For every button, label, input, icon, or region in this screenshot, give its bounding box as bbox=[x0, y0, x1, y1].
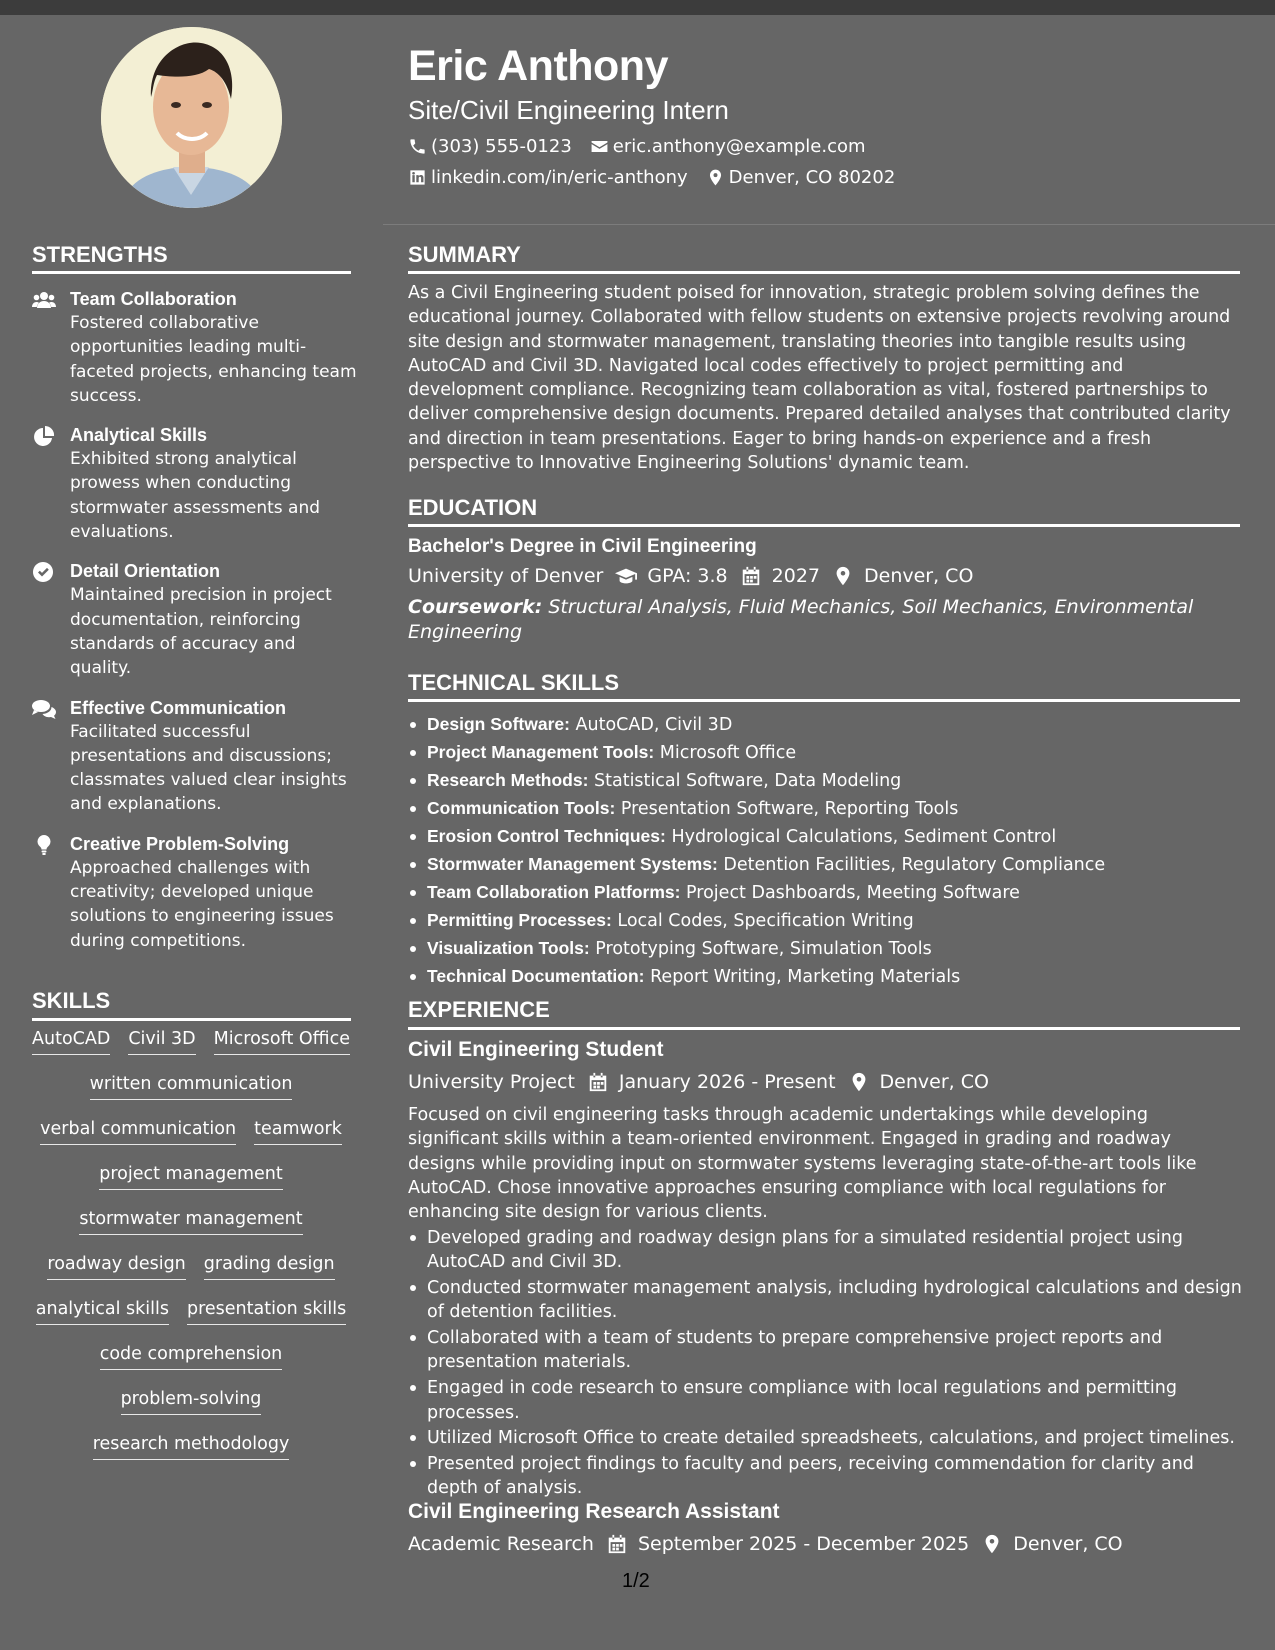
linkedin-text: linkedin.com/in/eric-anthony bbox=[431, 166, 688, 188]
tech-skill-label: Stormwater Management Systems: bbox=[427, 854, 718, 874]
tech-skill-value: Report Writing, Marketing Materials bbox=[650, 967, 961, 987]
strengths-rule bbox=[32, 271, 351, 274]
tech-skill-value: Prototyping Software, Simulation Tools bbox=[595, 939, 932, 959]
strength-desc: Maintained precision in project documentation, reinforcing standards of accuracy and quality. bbox=[70, 585, 332, 679]
skill-tag: Microsoft Office bbox=[214, 1027, 350, 1055]
skill-tag: research methodology bbox=[93, 1432, 290, 1460]
tech-skill-value: Project Dashboards, Meeting Software bbox=[686, 883, 1020, 903]
comments-icon bbox=[32, 699, 56, 719]
map-marker-icon bbox=[832, 566, 854, 586]
job-meta bbox=[408, 1533, 1135, 1555]
graduation-cap-icon bbox=[615, 566, 637, 586]
top-bar bbox=[0, 0, 1275, 15]
phone-text: (303) 555-0123 bbox=[431, 135, 572, 157]
job-org: University Project bbox=[408, 1071, 575, 1093]
skills-tags bbox=[32, 1027, 350, 1477]
tech-skill-item bbox=[408, 795, 1248, 823]
users-icon bbox=[32, 290, 56, 310]
summary-text: As a Civil Engineering student poised for innovation, strategic problem solving defines the educational journey. Collaborated with fellow students on extensive projects revolving around site design and stormwater management, translating theories into tangible results using AutoCAD and Civil 3D. Navigated local codes effectively to project permitting and development compliance. Recognizing team collaboration as vital, fostered partnerships to deliver comprehensive design documents. Prepared detailed analyses that contributed clarity and direction in team presentations. Eager to bring hands-on experience and a fresh perspective to Innovative Engineering Solutions' dynamic team. bbox=[408, 283, 1231, 474]
job-bullet: Collaborated with a team of students to prepare comprehensive project reports and presentation materials. bbox=[408, 1326, 1248, 1375]
tech-skill-label: Permitting Processes: bbox=[427, 910, 612, 930]
tech-skill-value: Presentation Software, Reporting Tools bbox=[620, 799, 959, 819]
job-location: Denver, CO bbox=[879, 1071, 989, 1093]
job-meta bbox=[408, 1071, 1001, 1093]
summary-heading: SUMMARY bbox=[408, 242, 521, 267]
email-text: eric.anthony@example.com bbox=[612, 135, 866, 157]
coursework bbox=[408, 595, 1243, 644]
calendar-icon bbox=[740, 566, 762, 586]
linkedin-icon bbox=[408, 168, 427, 187]
tech-skill-label: Project Management Tools: bbox=[427, 742, 655, 762]
summary-rule bbox=[408, 271, 1240, 274]
school-location: Denver, CO bbox=[864, 565, 974, 587]
job-bullet: Conducted stormwater management analysis, including hydrological calculations and design of detention facilities. bbox=[408, 1276, 1248, 1325]
tech-skill-item bbox=[408, 823, 1248, 851]
technical-skills-list bbox=[408, 711, 1248, 991]
skill-tag: roadway design bbox=[47, 1252, 185, 1280]
job-dates: September 2025 - December 2025 bbox=[637, 1533, 970, 1555]
school-name: University of Denver bbox=[408, 565, 604, 587]
tech-skill-label: Communication Tools: bbox=[427, 798, 616, 818]
education-meta bbox=[408, 565, 985, 587]
skill-tag: project management bbox=[99, 1162, 283, 1190]
strength-title: Creative Problem-Solving bbox=[70, 833, 290, 854]
job-bullet: Developed grading and roadway design plans for a simulated residential project using AutoCAD and Civil 3D. bbox=[408, 1226, 1248, 1275]
strengths-list bbox=[32, 287, 357, 968]
check-circle-icon bbox=[32, 562, 56, 582]
strength-title: Detail Orientation bbox=[70, 561, 221, 582]
skill-tag: stormwater management bbox=[79, 1207, 302, 1235]
skill-tag: problem-solving bbox=[121, 1387, 262, 1415]
job-location: Denver, CO bbox=[1013, 1533, 1123, 1555]
skill-tag: teamwork bbox=[254, 1117, 342, 1145]
linkedin-contact[interactable] bbox=[408, 167, 688, 188]
job-dates: January 2026 - Present bbox=[618, 1071, 836, 1093]
strength-title: Team Collaboration bbox=[70, 289, 237, 309]
tech-skill-item bbox=[408, 907, 1248, 935]
coursework-list: Structural Analysis, Fluid Mechanics, Soil Mechanics, Environmental Engineering bbox=[408, 596, 1194, 643]
strength-item bbox=[32, 832, 357, 953]
strength-desc: Fostered collaborative opportunities leading multi-faceted projects, enhancing team success. bbox=[70, 313, 357, 406]
contact-row-2 bbox=[408, 165, 913, 189]
chart-pie-icon bbox=[32, 426, 56, 446]
header-divider bbox=[383, 224, 1275, 225]
phone-contact[interactable] bbox=[408, 136, 572, 157]
skill-tag: written communication bbox=[90, 1072, 293, 1100]
tech-skill-label: Visualization Tools: bbox=[427, 938, 590, 958]
education-rule bbox=[408, 524, 1240, 527]
strength-desc: Exhibited strong analytical prowess when conducting stormwater assessments and evaluations. bbox=[70, 449, 321, 543]
calendar-icon bbox=[606, 1534, 628, 1554]
strength-desc: Facilitated successful presentations and discussions; classmates valued clear insights and explanations. bbox=[70, 721, 347, 815]
candidate-name: Eric Anthony bbox=[408, 42, 668, 90]
gpa-text: GPA: 3.8 bbox=[647, 565, 728, 587]
strength-desc: Approached challenges with creativity; developed unique solutions to engineering issues during competitions. bbox=[70, 857, 334, 951]
map-marker-icon bbox=[706, 168, 725, 187]
experience-rule bbox=[408, 1027, 1240, 1030]
technical-skills-rule bbox=[408, 699, 1240, 702]
strength-item bbox=[32, 287, 357, 408]
job-title: Civil Engineering Research Assistant bbox=[408, 1500, 780, 1523]
lightbulb-icon bbox=[32, 835, 56, 855]
tech-skill-item bbox=[408, 739, 1248, 767]
tech-skill-item bbox=[408, 851, 1248, 879]
tech-skill-value: Microsoft Office bbox=[659, 743, 797, 763]
location-text: Denver, CO 80202 bbox=[728, 166, 896, 188]
job-description: Focused on civil engineering tasks through academic undertakings while developing significant skills within a team-oriented environment. Engaged in grading and roadway designs while providing input on stormwater systems leveraging state-of-the-art tools like AutoCAD. Chose innovative approaches ensuring compliance with local regulations for enhancing site design for various clients. bbox=[408, 1105, 1197, 1223]
map-marker-icon bbox=[848, 1072, 870, 1092]
tech-skill-label: Team Collaboration Platforms: bbox=[427, 882, 681, 902]
phone-icon bbox=[408, 137, 427, 156]
location-contact bbox=[706, 167, 896, 188]
tech-skill-label: Erosion Control Techniques: bbox=[427, 826, 666, 846]
map-marker-icon bbox=[981, 1534, 1003, 1554]
skills-rule bbox=[32, 1018, 351, 1021]
skill-tag: grading design bbox=[204, 1252, 335, 1280]
calendar-icon bbox=[587, 1072, 609, 1092]
strength-title: Analytical Skills bbox=[70, 425, 208, 446]
degree-title: Bachelor's Degree in Civil Engineering bbox=[408, 536, 757, 557]
envelope-icon bbox=[590, 137, 609, 156]
job-bullet: Presented project findings to faculty and peers, receiving commendation for clarity and depth of analysis. bbox=[408, 1452, 1248, 1501]
tech-skill-item bbox=[408, 767, 1248, 795]
tech-skill-item bbox=[408, 711, 1248, 739]
tech-skill-value: Hydrological Calculations, Sediment Control bbox=[671, 827, 1057, 847]
strength-item bbox=[32, 559, 357, 680]
skill-tag: code comprehension bbox=[100, 1342, 283, 1370]
job-org: Academic Research bbox=[408, 1533, 594, 1555]
tech-skill-label: Design Software: bbox=[427, 714, 570, 734]
strength-item bbox=[32, 423, 357, 544]
skill-tag: AutoCAD bbox=[32, 1027, 110, 1055]
email-contact[interactable] bbox=[590, 136, 866, 157]
strength-item bbox=[32, 696, 357, 817]
tech-skill-label: Research Methods: bbox=[427, 770, 589, 790]
experience-heading: EXPERIENCE bbox=[408, 997, 550, 1022]
grad-year: 2027 bbox=[771, 565, 820, 587]
tech-skill-label: Technical Documentation: bbox=[427, 966, 645, 986]
tech-skill-item bbox=[408, 963, 1248, 991]
skill-tag: presentation skills bbox=[187, 1297, 346, 1325]
strength-title: Effective Communication bbox=[70, 697, 287, 718]
tech-skill-item bbox=[408, 935, 1248, 963]
skill-tag: Civil 3D bbox=[128, 1027, 195, 1055]
job-bullet: Engaged in code research to ensure compliance with local regulations and permitting processes. bbox=[408, 1376, 1248, 1425]
strengths-heading: STRENGTHS bbox=[32, 242, 168, 267]
job-bullet: Utilized Microsoft Office to create detailed spreadsheets, calculations, and project timelines. bbox=[408, 1426, 1248, 1450]
contact-row-1 bbox=[408, 134, 884, 158]
tech-skill-value: Statistical Software, Data Modeling bbox=[594, 771, 902, 791]
job-title: Civil Engineering Student bbox=[408, 1038, 664, 1061]
tech-skill-item bbox=[408, 879, 1248, 907]
tech-skill-value: Detention Facilities, Regulatory Compliance bbox=[723, 855, 1106, 875]
candidate-title: Site/Civil Engineering Intern bbox=[408, 95, 729, 125]
job-bullets bbox=[408, 1226, 1248, 1502]
coursework-label: Coursework: bbox=[408, 596, 543, 618]
skills-heading: SKILLS bbox=[32, 988, 111, 1013]
skill-tag: analytical skills bbox=[36, 1297, 169, 1325]
tech-skill-value: Local Codes, Specification Writing bbox=[617, 911, 914, 931]
education-heading: EDUCATION bbox=[408, 495, 538, 520]
page-indicator: 1/2 bbox=[622, 1570, 650, 1592]
profile-photo bbox=[101, 27, 282, 208]
technical-skills-heading: TECHNICAL SKILLS bbox=[408, 670, 620, 695]
skill-tag: verbal communication bbox=[40, 1117, 236, 1145]
tech-skill-value: AutoCAD, Civil 3D bbox=[575, 715, 733, 735]
